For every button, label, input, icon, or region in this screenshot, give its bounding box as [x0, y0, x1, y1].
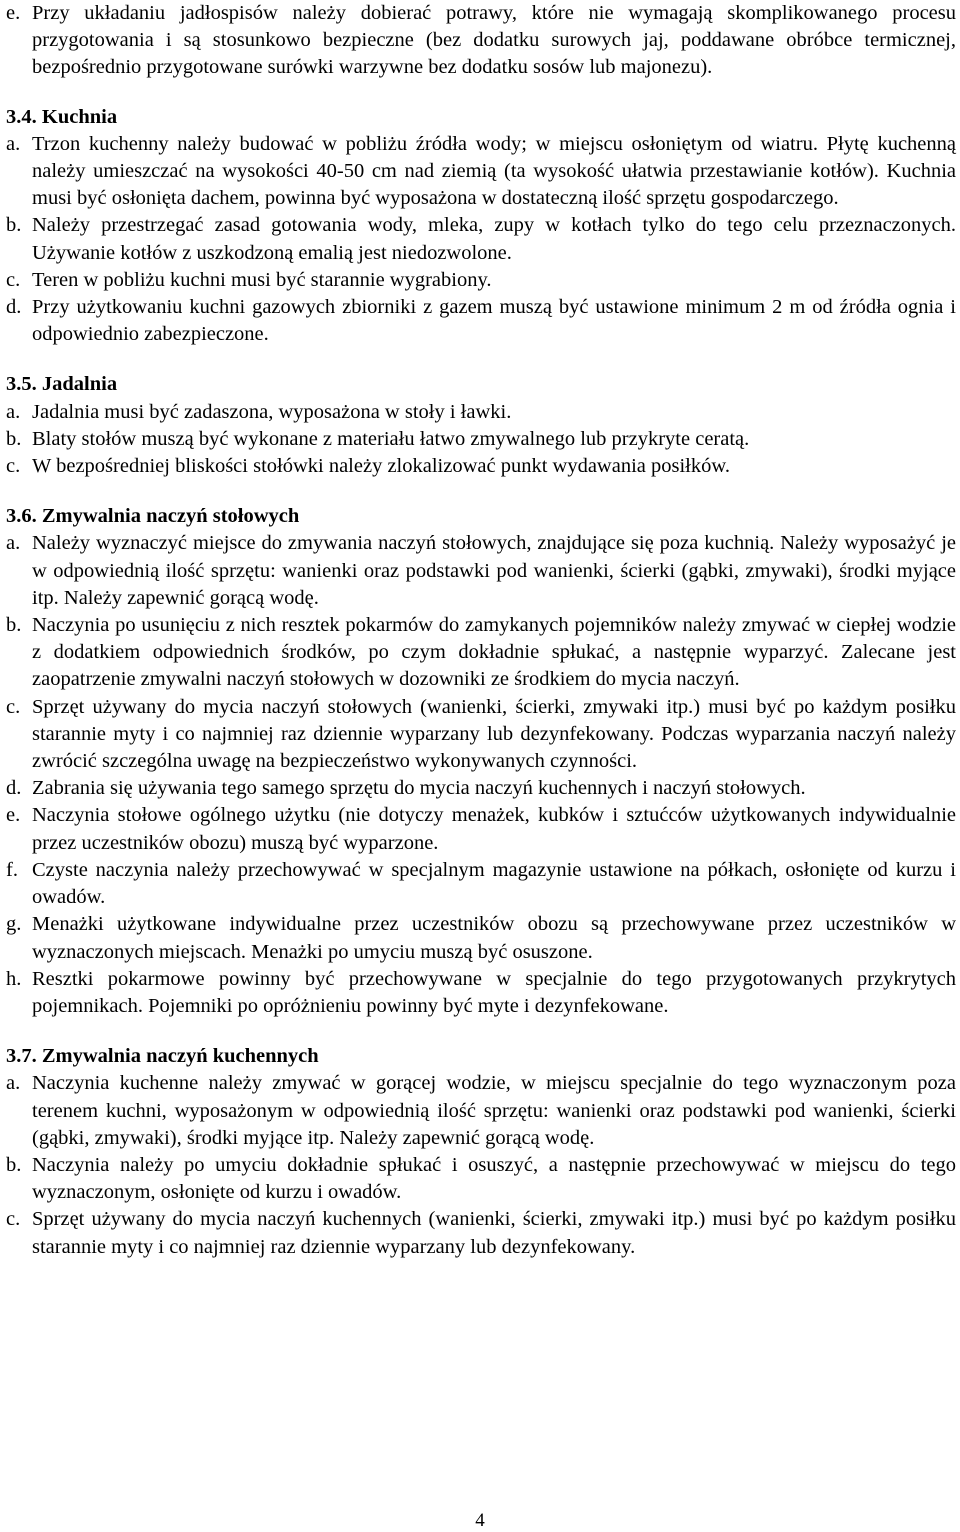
list-label: b.: [6, 1153, 22, 1176]
list-text: Sprzęt używany do mycia naczyń kuchennych (wanienki, ścierki, zmywaki itp.) musi być po każdym posiłku starannie myty i co najmniej raz dziennie wyparzany lub dezynfekowany.: [32, 1208, 956, 1258]
list-label: c.: [6, 1208, 21, 1231]
list-item: [6, 966, 956, 1020]
list-text: Czyste naczynia należy przechowywać w specjalnym magazynie ustawione na półkach, osłonięte od kurzu i owadów.: [32, 858, 956, 909]
list-text: Blaty stołów muszą być wykonane z materiału łatwo zmywalnego lub przykryte ceratą.: [32, 427, 750, 450]
list-item: [6, 399, 956, 426]
section-zmywalnia-kuchennych: [6, 1043, 956, 1261]
list-text: Jadalnia musi być zadaszona, wyposażona w stoły i ławki.: [32, 400, 512, 423]
list-label: h.: [6, 967, 22, 990]
list-item: [6, 1206, 956, 1260]
list-label: e.: [6, 804, 21, 827]
intro-item: [6, 0, 956, 82]
list-item: [6, 212, 956, 266]
page-number: 4: [475, 1510, 485, 1531]
list-text: Naczynia należy po umyciu dokładnie spłukać i osuszyć, a następnie przechowywać w miejscu do tego wyznaczonym, osłonięte od kurzu i owadów.: [32, 1153, 956, 1204]
list-text: Zabrania się używania tego samego sprzętu do mycia naczyń kuchennych i naczyń stołowych.: [32, 777, 806, 800]
list-label: a.: [6, 532, 21, 555]
list-text: Menażki użytkowane indywidualne przez uczestników obozu są przechowywane przez uczestników w wyznaczonych miejscach. Menażki po umyciu muszą być osuszone.: [32, 913, 956, 963]
list-item: [6, 453, 956, 480]
list-item: [6, 911, 956, 965]
list-item: [6, 267, 956, 294]
list-label: g.: [6, 913, 22, 936]
list-text: W bezpośredniej bliskości stołówki należy zlokalizować punkt wydawania posiłków.: [32, 455, 730, 478]
list-label: c.: [6, 268, 21, 291]
list-item: [6, 857, 956, 911]
list-text: Naczynia po usunięciu z nich resztek pokarmów do zamykanych pojemników należy zmywać w ciepłej wodzie z dodatkiem odpowiednich środków, po czym dokładnie spłukać, a następnie wyparzyć. Zalecane jest zaopatrzenie zmywalni naczyń stołowych w dozowniki ze środkiem do mycia naczyń.: [32, 614, 956, 691]
list-item: [6, 426, 956, 453]
list-item: [6, 694, 956, 776]
section-kuchnia: [6, 104, 956, 349]
list-label: a.: [6, 132, 21, 155]
list-text: Przy użytkowaniu kuchni gazowych zbiorniki z gazem muszą być ustawione minimum 2 m od źródła ognia i odpowiednio zabezpieczone.: [32, 296, 956, 346]
list-text: Resztki pokarmowe powinny być przechowywane w specjalnie do tego przygotowanych przykrytych pojemnikach. Pojemniki po opróżnieniu powinny być myte i dezynfekowane.: [32, 967, 956, 1017]
list-label: c.: [6, 455, 21, 478]
list-text: Należy przestrzegać zasad gotowania wody, mleka, zupy w kotłach tylko do tego celu przeznaczonych. Używanie kotłów z uszkodzoną emalią jest niedozwolone.: [32, 214, 956, 264]
list-text: Przy układaniu jadłospisów należy dobierać potrawy, które nie wymagają skomplikowanego procesu przygotowania i są stosunkowo bezpieczne (bez dodatku surowych jaj, poddawane obróbce termicznej, bezpośrednio przygotowane surówki warzywne bez dodatku sosów lub majonezu).: [32, 2, 956, 79]
list-label: b.: [6, 427, 22, 450]
list-label: d.: [6, 777, 22, 800]
section-heading: 3.5. Jadalnia: [6, 373, 118, 396]
list-label: a.: [6, 1072, 21, 1095]
list-label: f.: [6, 858, 18, 881]
list-item: [6, 802, 956, 856]
list-label: c.: [6, 695, 21, 718]
section-heading: 3.4. Kuchnia: [6, 105, 118, 128]
list-item: [6, 131, 956, 213]
list-label: e.: [6, 2, 21, 24]
page-content: [6, 0, 956, 1261]
list-text: Sprzęt używany do mycia naczyń stołowych (wanienki, ścierki, zmywaki itp.) musi być po każdym posiłku starannie myty i co najmniej raz dziennie wyparzany lub dezynfekowany. Podczas wyparzania naczyń należy zwrócić szczególna uwagę na bezpieczeństwo wykonywanych czynności.: [32, 695, 956, 773]
list-item: [6, 294, 956, 348]
section-zmywalnia-stolowych: [6, 503, 956, 1020]
list-text: Teren w pobliżu kuchni musi być starannie wygrabiony.: [32, 268, 492, 291]
list-item: [6, 775, 956, 802]
section-heading: 3.6. Zmywalnia naczyń stołowych: [6, 505, 300, 528]
list-text: Naczynia kuchenne należy zmywać w gorącej wodzie, w miejscu specjalnie do tego wyznaczonym poza terenem kuchni, wyposażonym w odpowiednią ilość sprzętu: wanienki oraz podstawki pod wanienki, ścierki (gąbki, zmywaki), środki myjące itp. Należy zapewnić gorącą wodę.: [32, 1072, 956, 1149]
list-text: Trzon kuchenny należy budować w pobliżu źródła wody; w miejscu osłoniętym od wiatru. Płytę kuchenną należy umieszczać na wysokości 40-50 cm nad ziemią (ta wysokość ułatwia przestawianie kotłów). Kuchnia musi być osłonięta dachem, powinna być wyposażona w dostateczną ilość sprzętu gospodarczego.: [32, 132, 956, 210]
list-label: a.: [6, 400, 21, 423]
list-text: Należy wyznaczyć miejsce do zmywania naczyń stołowych, znajdujące się poza kuchnią. Należy wyposażyć je w odpowiednią ilość sprzętu: wanienki oraz podstawki pod wanienki, ścierki (gąbki, zmywaki), środki myjące itp. Należy zapewnić gorącą wodę.: [32, 532, 956, 609]
list-item: [6, 1152, 956, 1206]
list-item: [6, 530, 956, 612]
list-label: b.: [6, 214, 22, 237]
list-label: d.: [6, 296, 22, 319]
list-label: b.: [6, 614, 22, 637]
list-item: [6, 1070, 956, 1152]
list-item: [6, 612, 956, 694]
section-jadalnia: [6, 371, 956, 480]
section-heading: 3.7. Zmywalnia naczyń kuchennych: [6, 1045, 319, 1068]
list-text: Naczynia stołowe ogólnego użytku (nie dotyczy menażek, kubków i sztućców użytkowanych indywidualnie przez uczestników obozu) muszą być wyparzone.: [32, 804, 956, 854]
